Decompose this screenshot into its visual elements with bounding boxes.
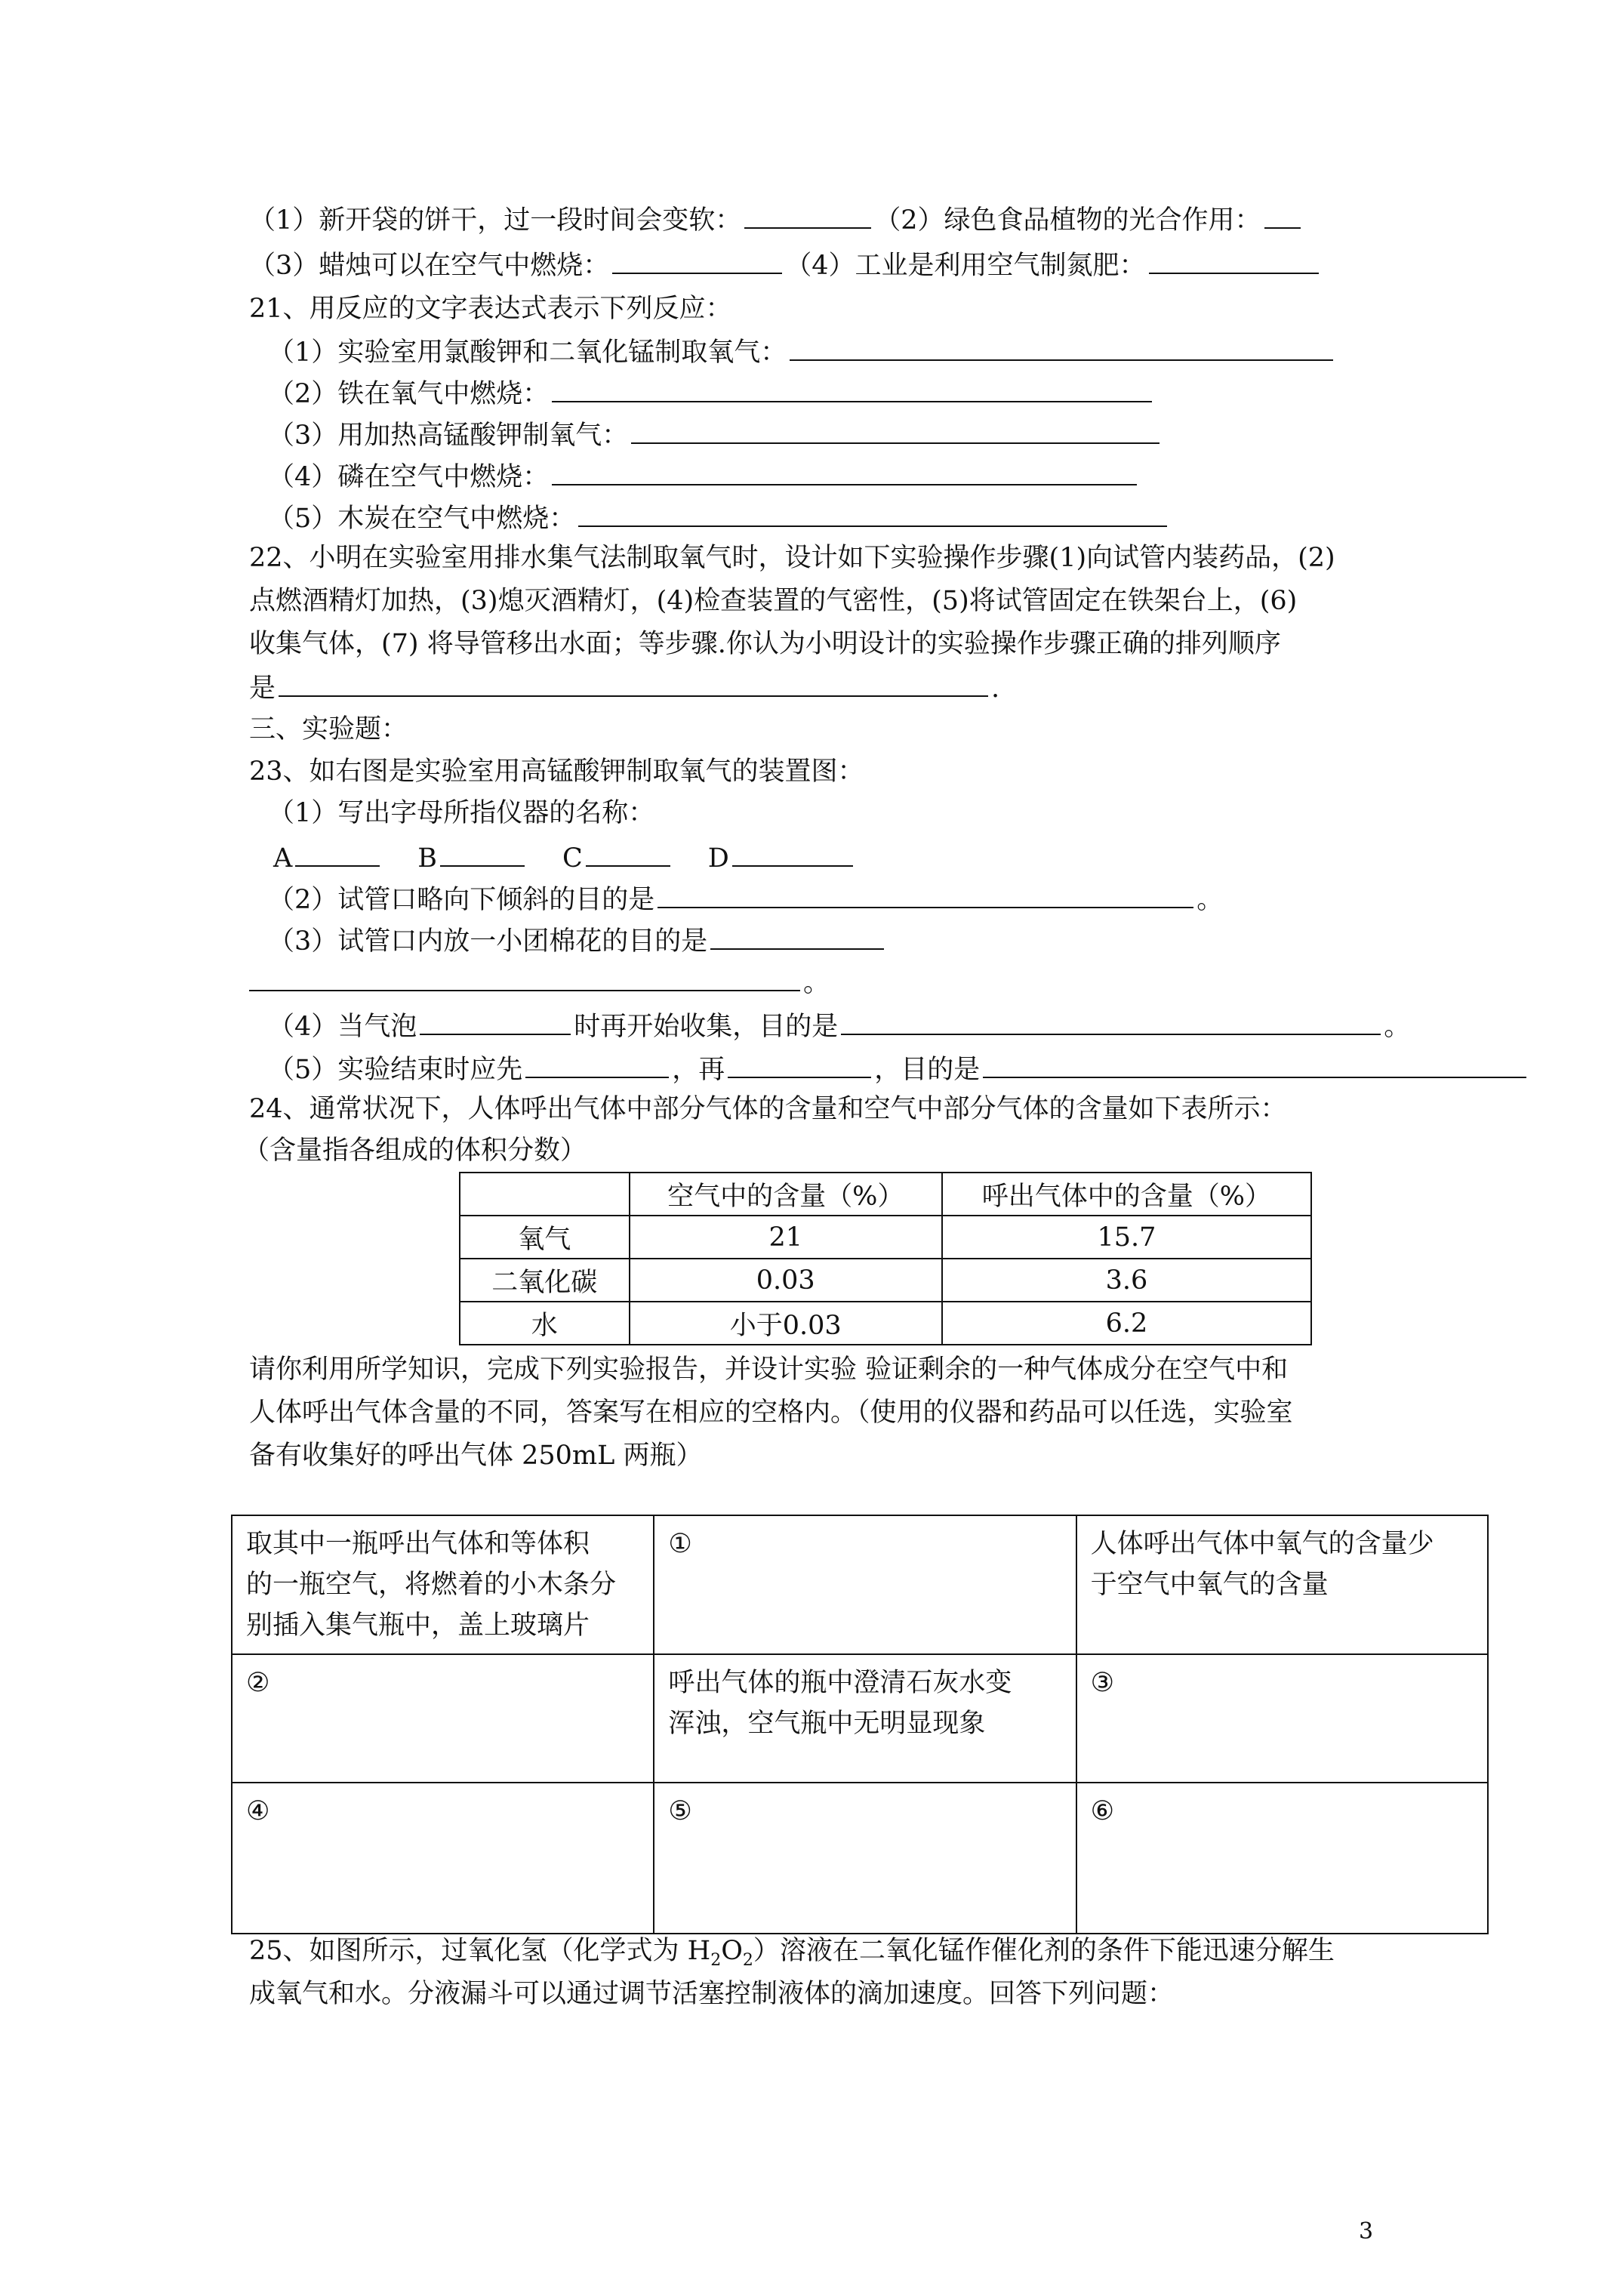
q23-sub3-text: （3）试管口内放一小团棉花的目的是	[268, 926, 708, 957]
table-cell[interactable]	[232, 1783, 654, 1934]
table-row	[232, 1654, 1488, 1783]
q23-sub4-end: 。	[1384, 1012, 1411, 1042]
table-header: 呼出气体中的含量（%）	[942, 1173, 1311, 1216]
q24-line1: 24、通常状况下，人体呼出气体中部分气体的含量和空气中部分气体的含量如下表所示：	[249, 1094, 1287, 1124]
q22-line4	[249, 668, 999, 707]
cell-line: 人体呼出气体中氧气的含量少	[1090, 1529, 1434, 1559]
q23-letters	[273, 838, 856, 877]
cell-line: 别插入集气瓶中，盖上玻璃片	[246, 1610, 590, 1641]
cell-line: 的一瓶空气，将燃着的小木条分	[246, 1570, 617, 1600]
answer-blank[interactable]	[728, 1049, 871, 1078]
q23-sub3-cont	[249, 963, 830, 1001]
q25-text-o: O	[721, 1936, 743, 1966]
answer-blank[interactable]	[249, 963, 800, 991]
q22-line2: 点燃酒精灯加热，(3)熄灭酒精灯，(4)检查装置的气密性，(5)将试管固定在铁架台上，(6)	[249, 586, 1298, 616]
q23-sub4	[268, 1006, 1410, 1045]
table-cell: 水	[460, 1302, 630, 1345]
cell-line: 于空气中氧气的含量	[1090, 1570, 1329, 1600]
q21-item	[268, 415, 1163, 454]
letter-a: A	[273, 843, 293, 874]
answer-blank[interactable]	[841, 1006, 1381, 1035]
q21-item-text: （4）磷在空气中燃烧：	[268, 462, 550, 492]
q23-sub5-a: （5）实验结束时应先	[268, 1055, 523, 1085]
subscript: 2	[742, 1951, 753, 1970]
q21-item-text: （3）用加热高锰酸钾制氧气：	[268, 421, 629, 451]
q22-line1: 22、小明在实验室用排水集气法制取氧气时，设计如下实验操作步骤(1)向试管内装药品，(2)	[249, 543, 1335, 573]
section-title: 三、实验题：	[249, 714, 408, 744]
answer-blank[interactable]	[658, 880, 1193, 908]
cell-line: ②	[246, 1668, 270, 1698]
q23-sub1: （1）写出字母所指仪器的名称：	[268, 798, 655, 828]
table-row	[460, 1259, 1311, 1302]
table-header-row	[460, 1173, 1311, 1216]
cell-line: 呼出气体的瓶中澄清石灰水变	[668, 1668, 1012, 1698]
gas-content-table	[459, 1172, 1312, 1345]
q25-text-b: ）溶液在二氧化锰作催化剂的条件下能迅速分解生	[753, 1936, 1335, 1966]
q20-item4: （4）工业是利用空气制氮肥：	[785, 251, 1146, 281]
q23-sub5	[268, 1049, 1529, 1088]
table-cell: 3.6	[942, 1259, 1311, 1302]
table-row	[232, 1515, 1488, 1654]
q23-sub2-end: 。	[1196, 885, 1224, 915]
q22-prefix: 是	[249, 673, 276, 704]
q20-item1: （1）新开袋的饼干，过一段时间会变软：	[249, 205, 742, 236]
answer-blank[interactable]	[1264, 200, 1301, 229]
cell-line: ①	[668, 1529, 692, 1559]
letter-d: D	[707, 843, 729, 874]
answer-blank[interactable]	[612, 245, 782, 274]
answer-blank[interactable]	[586, 838, 670, 867]
page-number: 3	[1359, 2218, 1374, 2245]
q23-sub4-b: 时再开始收集，目的是	[574, 1012, 839, 1042]
answer-blank[interactable]	[790, 332, 1333, 361]
q23-sub4-a: （4）当气泡	[268, 1012, 417, 1042]
q21-item-text: （5）木炭在空气中燃烧：	[268, 504, 576, 534]
answer-blank[interactable]	[279, 668, 988, 697]
table-cell[interactable]	[654, 1515, 1076, 1654]
q24-line2: （含量指各组成的体积分数）	[243, 1136, 587, 1166]
q21-item-text: （2）铁在氧气中燃烧：	[268, 379, 550, 409]
table-header: 空气中的含量（%）	[630, 1173, 942, 1216]
cell-line: ④	[246, 1796, 270, 1826]
answer-blank[interactable]	[552, 457, 1137, 485]
q23-title: 23、如右图是实验室用高锰酸钾制取氧气的装置图：	[249, 757, 864, 787]
answer-blank[interactable]	[744, 200, 871, 229]
answer-blank[interactable]	[732, 838, 853, 867]
q23-sub2-text: （2）试管口略向下倾斜的目的是	[268, 885, 655, 915]
cell-line: ⑥	[1090, 1796, 1115, 1826]
cell-line: ③	[1090, 1668, 1115, 1698]
table-row	[232, 1783, 1488, 1934]
q23-sub5-c: ，目的是	[874, 1055, 981, 1085]
table-row	[460, 1302, 1311, 1345]
table-cell[interactable]	[654, 1654, 1076, 1783]
q22-line3: 收集气体，(7) 将导管移出水面；等步骤.你认为小明设计的实验操作步骤正确的排列顺序	[249, 629, 1281, 659]
answer-blank[interactable]	[631, 415, 1160, 444]
answer-blank[interactable]	[440, 838, 525, 867]
answer-blank[interactable]	[525, 1049, 669, 1078]
q20-line2	[249, 245, 1322, 284]
cell-line: ⑤	[668, 1796, 692, 1826]
answer-blank[interactable]	[983, 1049, 1526, 1078]
q20-line1	[249, 200, 1304, 239]
table-cell[interactable]	[232, 1654, 654, 1783]
q23-sub3	[268, 921, 887, 960]
table-cell[interactable]	[1076, 1515, 1488, 1654]
table-cell[interactable]	[1076, 1654, 1488, 1783]
q21-title: 21、用反应的文字表达式表示下列反应：	[249, 294, 732, 324]
q23-sub5-b: ，再	[672, 1055, 725, 1085]
q21-item	[268, 498, 1170, 537]
q25-text-a: 25、如图所示，过氧化氢（化学式为 H	[249, 1936, 711, 1966]
table-cell: 15.7	[942, 1216, 1311, 1259]
experiment-report-table	[231, 1515, 1489, 1934]
q20-item2: （2）绿色食品植物的光合作用：	[874, 205, 1261, 236]
table-cell[interactable]	[1076, 1783, 1488, 1934]
q24-para2: 人体呼出气体含量的不同，答案写在相应的空格内。（使用的仪器和药品可以任选，实验室	[249, 1398, 1293, 1428]
cell-line: 浑浊，空气瓶中无明显现象	[668, 1709, 986, 1739]
letter-b: B	[417, 843, 438, 874]
table-cell: 0.03	[630, 1259, 942, 1302]
answer-blank[interactable]	[420, 1006, 571, 1035]
table-cell: 6.2	[942, 1302, 1311, 1345]
table-cell: 二氧化碳	[460, 1259, 630, 1302]
table-header	[460, 1173, 630, 1216]
subscript: 2	[710, 1951, 722, 1970]
q21-item	[268, 332, 1336, 371]
q23-sub2	[268, 880, 1223, 918]
q24-para1: 请你利用所学知识，完成下列实验报告，并设计实验 验证剩余的一种气体成分在空气中和	[249, 1354, 1289, 1385]
answer-blank[interactable]	[578, 498, 1167, 527]
q22-period: .	[991, 673, 1000, 704]
answer-blank[interactable]	[552, 374, 1152, 402]
table-cell: 小于0.03	[630, 1302, 942, 1345]
letter-c: C	[562, 843, 583, 874]
answer-blank[interactable]	[1149, 245, 1319, 274]
table-cell[interactable]	[232, 1515, 654, 1654]
q24-para3: 备有收集好的呼出气体 250mL 两瓶）	[249, 1441, 703, 1471]
q21-item	[268, 374, 1155, 412]
table-cell[interactable]	[654, 1783, 1076, 1934]
q25-line1	[249, 1933, 1335, 1979]
q21-item-text: （1）实验室用氯酸钾和二氧化锰制取氧气：	[268, 337, 787, 368]
answer-blank[interactable]	[295, 838, 380, 867]
table-cell: 21	[630, 1216, 942, 1259]
q20-item3: （3）蜡烛可以在空气中燃烧：	[249, 251, 610, 281]
cell-line: 取其中一瓶呼出气体和等体积	[246, 1529, 590, 1559]
q21-item	[268, 457, 1140, 495]
q23-sub3-end: 。	[803, 968, 830, 998]
table-row	[460, 1216, 1311, 1259]
q25-line2: 成氧气和水。分液漏斗可以通过调节活塞控制液体的滴加速度。回答下列问题：	[249, 1979, 1175, 2009]
table-cell: 氧气	[460, 1216, 630, 1259]
answer-blank[interactable]	[710, 921, 884, 950]
